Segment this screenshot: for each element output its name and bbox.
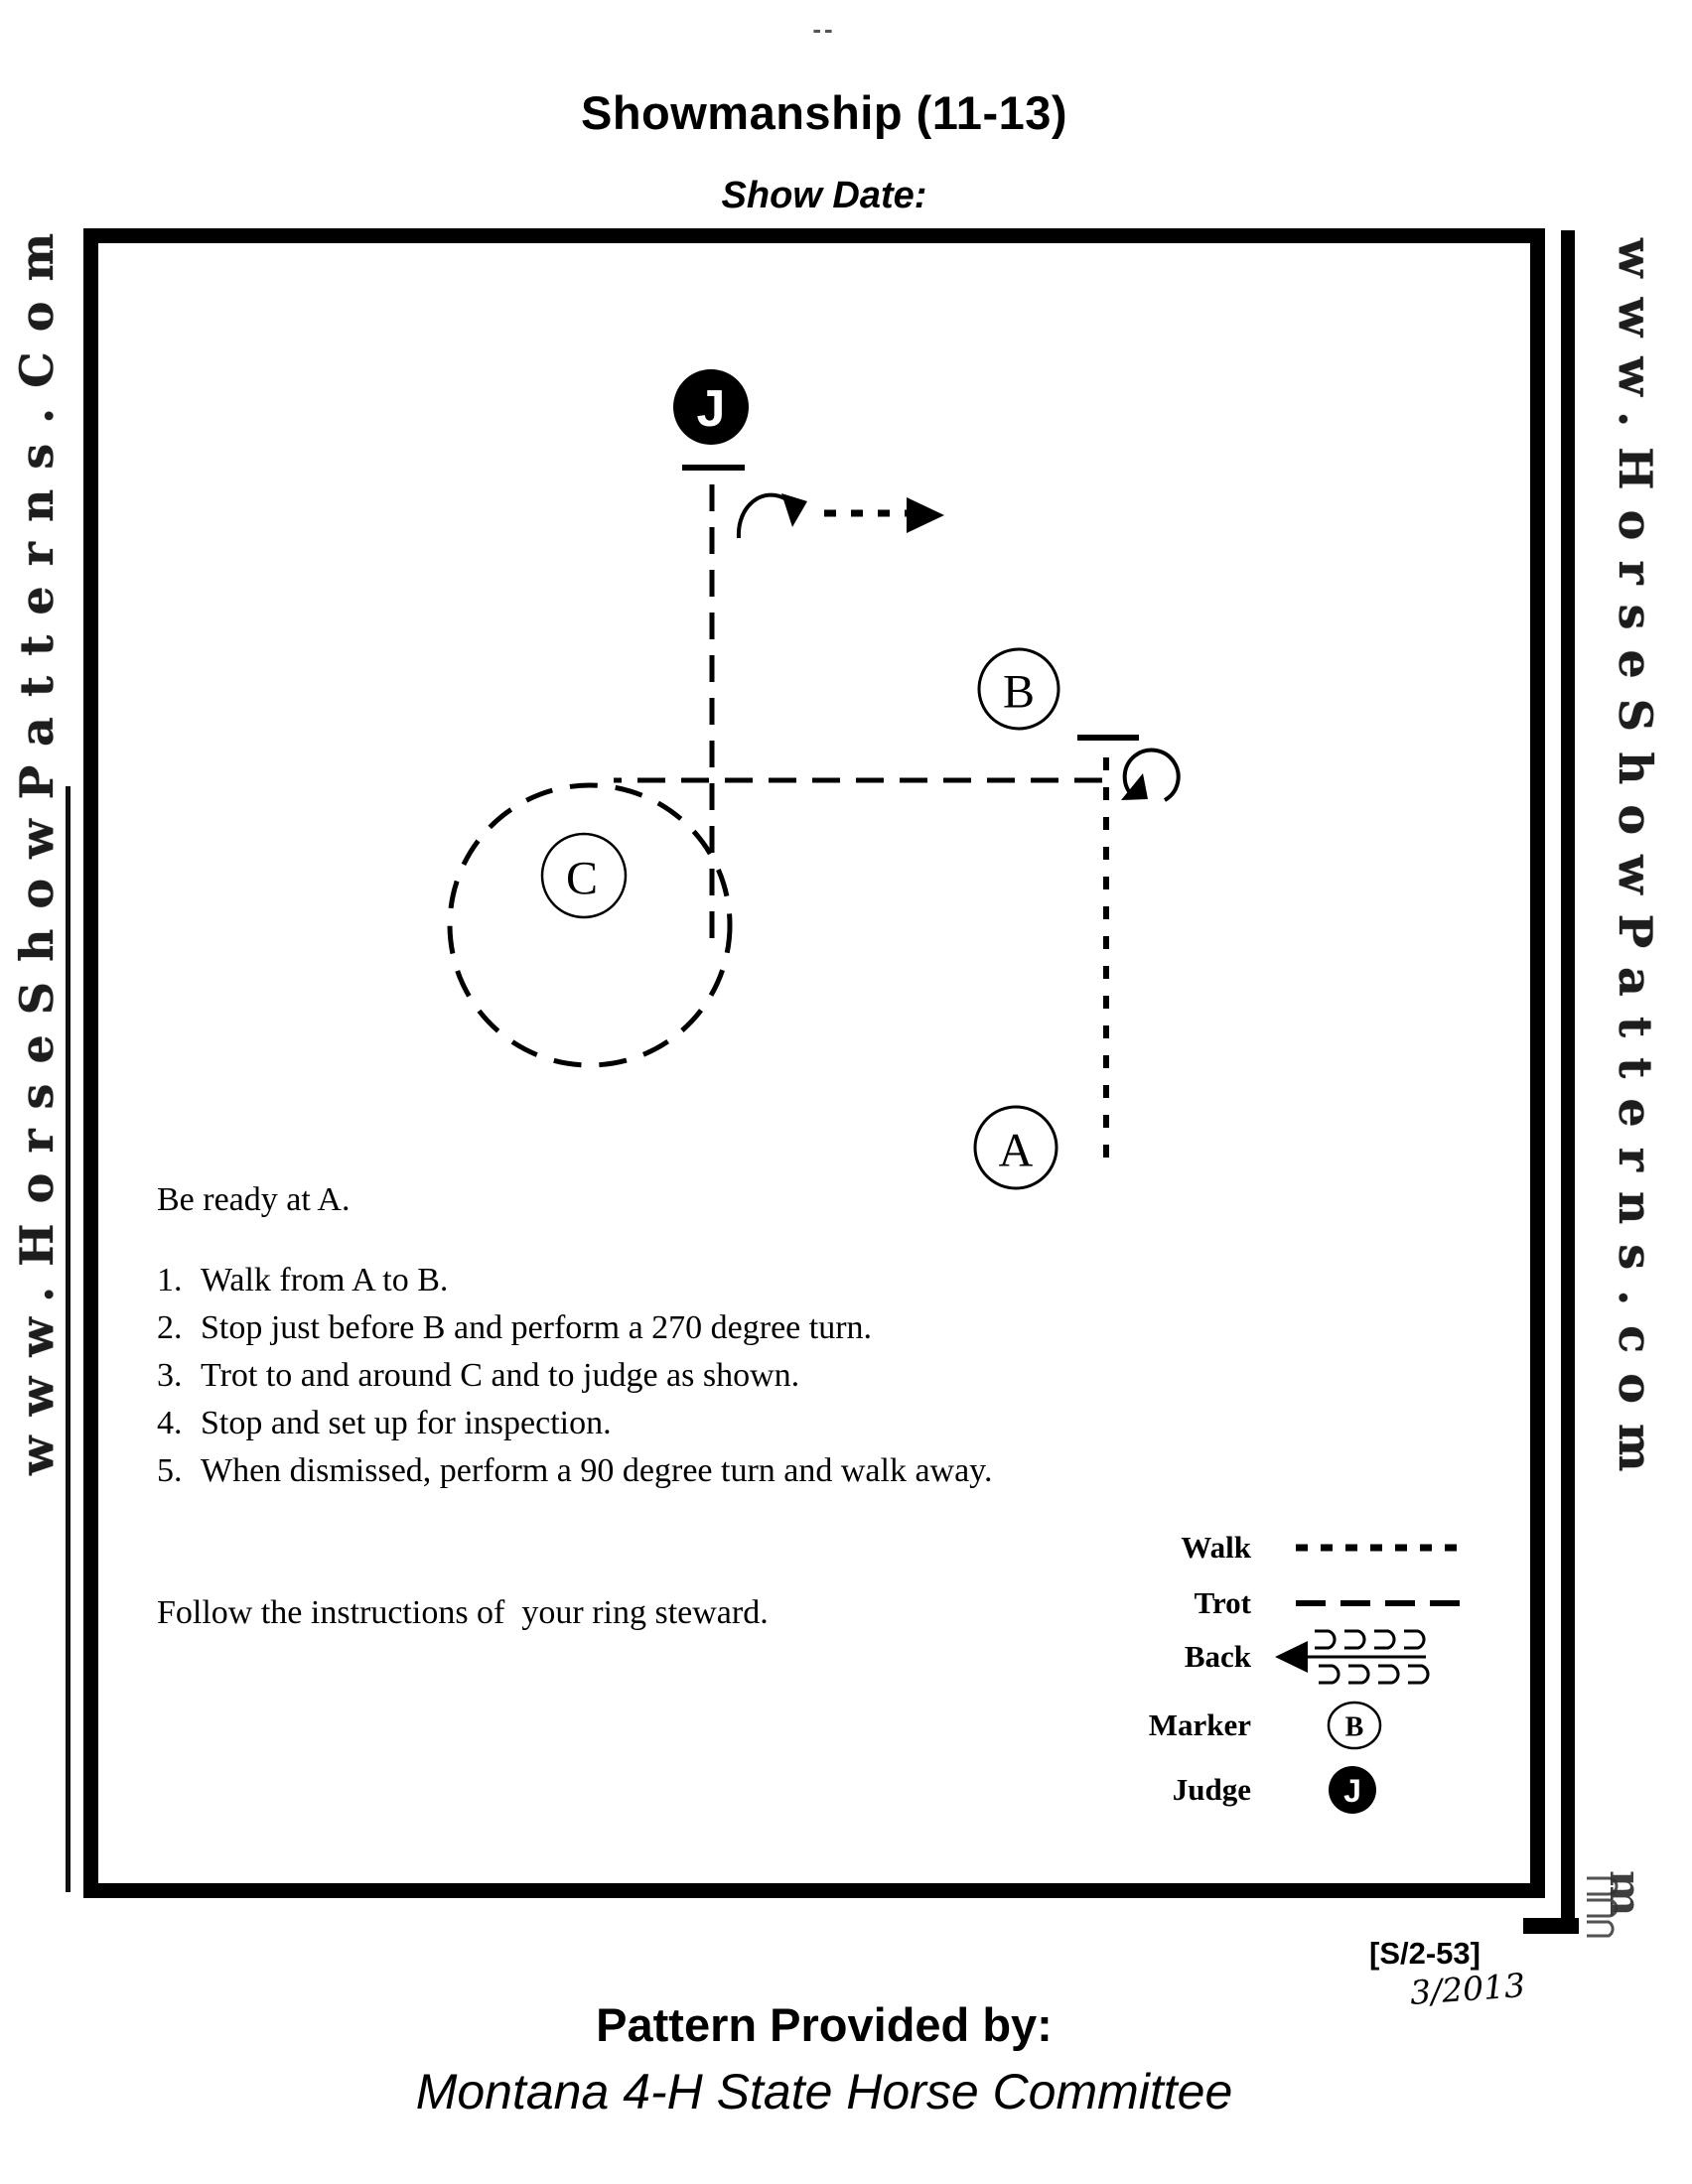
turn-90-arrowhead (781, 493, 807, 527)
step-text: When dismissed, perform a 90 degree turn and walk away. (201, 1452, 993, 1489)
step-text: Trot to and around C and to judge as shown. (201, 1357, 800, 1394)
page-title: Showmanship (11-13) (580, 86, 1068, 139)
walk-dash-icon (1293, 1540, 1467, 1556)
watermark-fragment: m (1600, 1870, 1650, 1917)
pattern-code: [S/2-53] (1369, 1936, 1480, 1971)
marker-circle-icon (1327, 1698, 1382, 1753)
turn-90-arrow (739, 495, 786, 538)
legend-judge-label: Judge (1172, 1772, 1251, 1807)
legend-row-walk (1110, 1525, 1467, 1570)
committee-name: Montana 4-H State Horse Committee (415, 2064, 1233, 2119)
step-number: 3. (157, 1357, 183, 1394)
legend-judge-letter: J (1343, 1773, 1361, 1809)
trot-dash-icon (1293, 1595, 1467, 1611)
instructions-list (157, 1257, 1011, 1495)
watermark-left: www.HorseShowPatterns.Com (10, 212, 64, 1475)
legend-row-back (1110, 1622, 1444, 1692)
step-number: 2. (157, 1309, 183, 1346)
scan-artifact-dashes: -- (812, 14, 836, 44)
step-number: 4. (157, 1405, 183, 1441)
hoofprint-artifacts (1587, 1878, 1617, 1936)
legend-row-marker (1110, 1696, 1382, 1755)
judge-circle-icon (1327, 1763, 1380, 1817)
trot-loop-path (450, 785, 730, 1065)
legend-marker-label: Marker (1148, 1707, 1251, 1742)
instruction-step (157, 1400, 1011, 1446)
judge-marker-letter: J (696, 380, 726, 438)
legend-trot-label: Trot (1194, 1585, 1251, 1620)
step-number: 5. (157, 1452, 183, 1489)
walk-away-arrowhead (907, 497, 944, 533)
step-number: 1. (157, 1262, 183, 1298)
legend-row-judge (1110, 1759, 1380, 1821)
provided-by-label: Pattern Provided by: (596, 1998, 1053, 2051)
watermark-right: www.HorseShowPatterns.com (1609, 238, 1662, 1492)
legend-row-trot (1110, 1580, 1467, 1626)
instruction-step (157, 1352, 1011, 1399)
instruction-step (157, 1257, 1011, 1303)
legend-marker-letter: B (1344, 1711, 1364, 1743)
legend-walk-label: Walk (1181, 1530, 1251, 1565)
step-text: Stop just before B and perform a 270 degree turn. (201, 1309, 873, 1346)
marker-a-letter: A (998, 1124, 1034, 1177)
step-text: Walk from A to B. (201, 1262, 449, 1298)
instructions-closing: Follow the instructions of your ring steward. (157, 1594, 769, 1631)
marker-c-letter: C (565, 852, 599, 905)
step-text: Stop and set up for inspection. (201, 1405, 612, 1441)
instructions-intro: Be ready at A. (157, 1181, 351, 1218)
marker-b-letter: B (1002, 665, 1036, 719)
handwritten-date: 3/2013 (1408, 1965, 1527, 2013)
instruction-step (157, 1304, 1011, 1351)
instruction-step (157, 1447, 1011, 1494)
show-date-label: Show Date: (721, 175, 927, 216)
back-arrow-hoofprints-icon (1275, 1622, 1444, 1692)
legend-back-label: Back (1184, 1639, 1251, 1674)
